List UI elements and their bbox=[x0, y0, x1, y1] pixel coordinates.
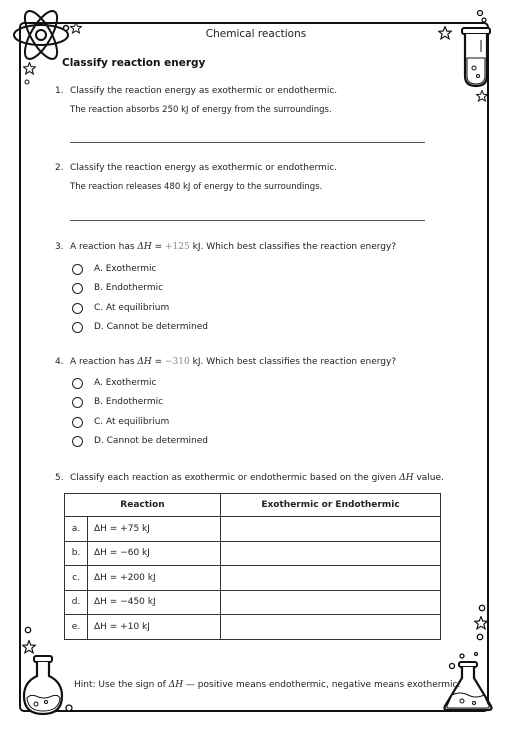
option-a[interactable] bbox=[72, 376, 157, 390]
option-b[interactable] bbox=[72, 395, 163, 409]
option-b[interactable] bbox=[72, 281, 163, 295]
question-prompt: Classify the reaction energy as exothermic or endothermic. bbox=[70, 163, 338, 173]
table-row bbox=[65, 590, 441, 615]
radio-button[interactable] bbox=[72, 264, 83, 275]
equals-sign: = bbox=[151, 242, 166, 252]
row-label: a. bbox=[65, 517, 88, 542]
table-row bbox=[65, 541, 441, 566]
row-label: e. bbox=[65, 615, 88, 640]
dot-icon bbox=[478, 604, 486, 612]
radio-button[interactable] bbox=[72, 436, 83, 447]
option-d[interactable] bbox=[72, 320, 208, 334]
delta-h-cell: ΔH = −60 kJ bbox=[88, 541, 221, 566]
answer-cell[interactable] bbox=[221, 615, 441, 640]
question-statement: The reaction absorbs 250 kJ of energy from the surroundings. bbox=[70, 105, 332, 115]
prompt-suffix: kJ. Which best classifies the reaction energy? bbox=[189, 357, 397, 367]
option-c[interactable] bbox=[72, 415, 169, 429]
question-prompt bbox=[70, 357, 396, 367]
question-prompt: Classify the reaction energy as exothermic or endothermic. bbox=[70, 86, 338, 96]
option-a[interactable] bbox=[72, 262, 157, 276]
delta-h-symbol: ΔH bbox=[399, 473, 414, 483]
question-statement: The reaction releases 480 kJ of energy to the surroundings. bbox=[70, 182, 323, 192]
dot-icon bbox=[24, 626, 32, 634]
row-label: d. bbox=[65, 590, 88, 615]
option-label: D. Cannot be determined bbox=[94, 436, 208, 446]
equals-sign: = bbox=[151, 357, 166, 367]
question-number: 4. bbox=[55, 357, 64, 367]
delta-h-symbol: ΔH bbox=[137, 242, 152, 252]
radio-button[interactable] bbox=[72, 322, 83, 333]
answer-cell[interactable] bbox=[221, 541, 441, 566]
answer-line[interactable] bbox=[70, 142, 425, 143]
delta-h-cell: ΔH = +75 kJ bbox=[88, 517, 221, 542]
hint-suffix: — positive means endothermic, negative means exothermic. bbox=[183, 680, 461, 690]
option-c[interactable] bbox=[72, 301, 169, 315]
option-label: B. Endothermic bbox=[94, 397, 164, 407]
delta-h-cell: ΔH = +200 kJ bbox=[88, 566, 221, 591]
delta-h-cell: ΔH = −450 kJ bbox=[88, 590, 221, 615]
question-prompt bbox=[70, 473, 444, 483]
table-header-row bbox=[65, 494, 441, 517]
star-icon bbox=[476, 90, 488, 102]
prompt-prefix: A reaction has bbox=[70, 242, 138, 252]
delta-h-symbol: ΔH bbox=[137, 357, 152, 367]
star-icon bbox=[23, 62, 36, 75]
table-row bbox=[65, 566, 441, 591]
radio-button[interactable] bbox=[72, 417, 83, 428]
hint-prefix: Hint: Use the sign of bbox=[74, 680, 169, 690]
question-number: 3. bbox=[55, 242, 64, 252]
section-title: Classify reaction energy bbox=[62, 57, 206, 69]
question-prompt bbox=[70, 242, 396, 252]
delta-h-symbol: ΔH bbox=[168, 680, 184, 690]
delta-h-cell: ΔH = +10 kJ bbox=[88, 615, 221, 640]
table-row bbox=[65, 615, 441, 640]
answer-cell[interactable] bbox=[221, 590, 441, 615]
option-label: B. Endothermic bbox=[94, 283, 164, 293]
radio-button[interactable] bbox=[72, 283, 83, 294]
table-row bbox=[65, 517, 441, 542]
prompt-suffix: value. bbox=[413, 473, 444, 483]
prompt-prefix: Classify each reaction as exothermic or endothermic based on the given bbox=[70, 473, 400, 483]
question-number: 2. bbox=[55, 163, 64, 173]
prompt-prefix: A reaction has bbox=[70, 357, 138, 367]
prompt-suffix: kJ. Which best classifies the reaction energy? bbox=[189, 242, 397, 252]
test-tube-icon bbox=[456, 8, 496, 90]
round-flask-icon bbox=[22, 654, 78, 720]
reaction-table bbox=[64, 493, 441, 640]
question-number: 5. bbox=[55, 473, 64, 483]
option-label: A. Exothermic bbox=[94, 378, 157, 388]
option-label: C. At equilibrium bbox=[94, 417, 170, 427]
row-label: b. bbox=[65, 541, 88, 566]
delta-h-value: +125 bbox=[165, 242, 190, 252]
option-label: A. Exothermic bbox=[94, 264, 157, 274]
page-header-title: Chemical reactions bbox=[205, 28, 307, 40]
option-d[interactable] bbox=[72, 434, 208, 448]
dot-icon bbox=[24, 79, 30, 85]
row-label: c. bbox=[65, 566, 88, 591]
star-icon bbox=[474, 616, 488, 630]
radio-button[interactable] bbox=[72, 303, 83, 314]
dot-icon bbox=[476, 633, 484, 641]
option-label: D. Cannot be determined bbox=[94, 322, 208, 332]
radio-button[interactable] bbox=[72, 397, 83, 408]
radio-button[interactable] bbox=[72, 378, 83, 389]
answer-cell[interactable] bbox=[221, 566, 441, 591]
delta-h-value: −310 bbox=[165, 357, 190, 367]
column-header-classification: Exothermic or Endothermic bbox=[221, 494, 441, 517]
column-header-reaction: Reaction bbox=[65, 494, 221, 517]
question-number: 1. bbox=[55, 86, 64, 96]
hint-text bbox=[74, 680, 460, 690]
answer-line[interactable] bbox=[70, 220, 425, 221]
answer-cell[interactable] bbox=[221, 517, 441, 542]
star-icon bbox=[22, 640, 36, 654]
option-label: C. At equilibrium bbox=[94, 303, 170, 313]
